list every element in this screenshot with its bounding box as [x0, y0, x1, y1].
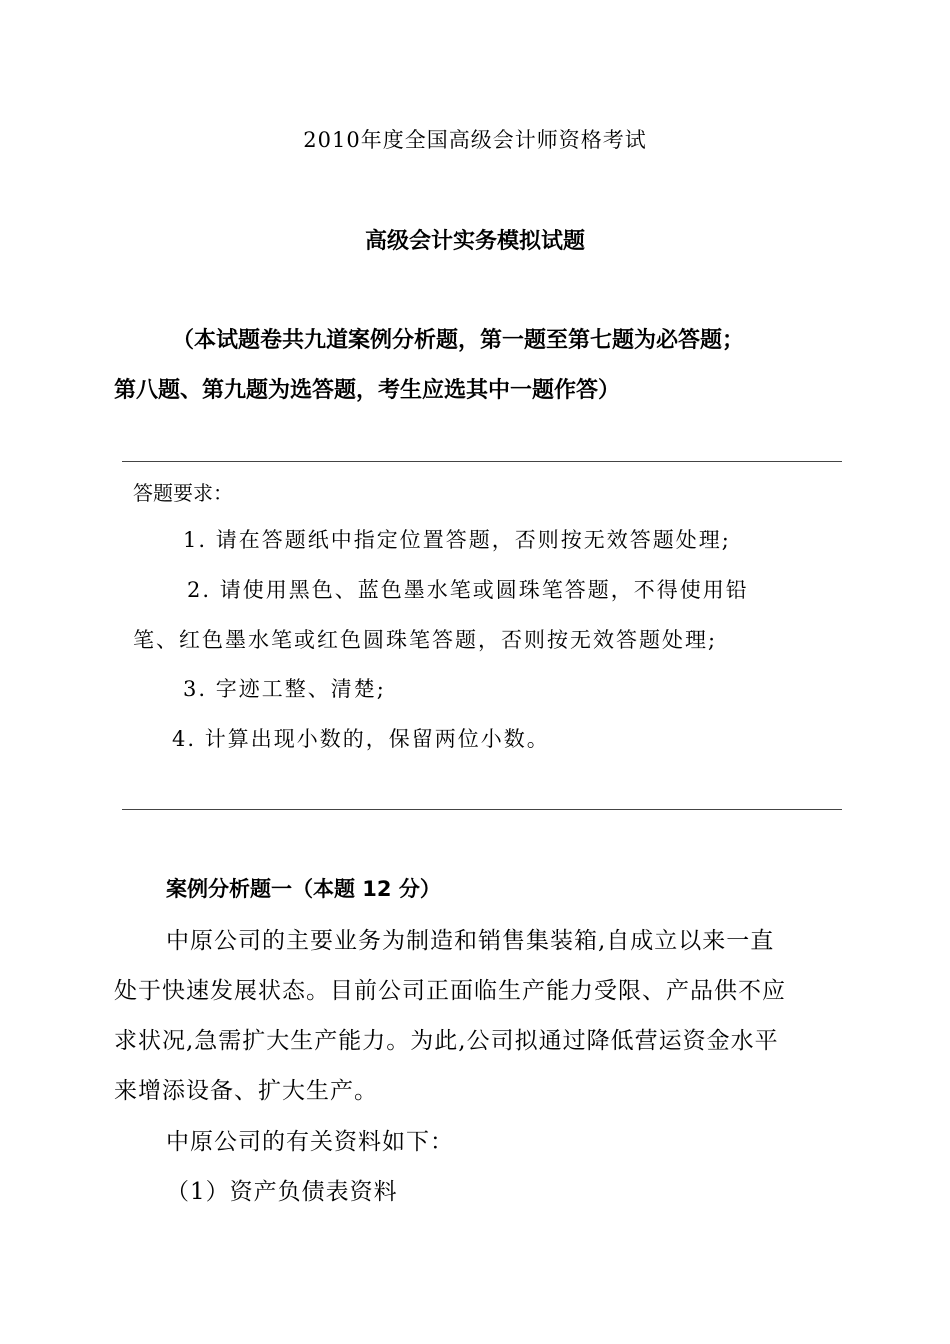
exam-note-line-1: （本试题卷共九道案例分析题，第一题至第七题为必答题；	[172, 328, 745, 353]
top-divider	[122, 461, 842, 462]
exam-title: 2010年度全国高级会计师资格考试	[303, 128, 647, 152]
case-1-paragraph-1-line-4: 来增添设备、扩大生产。	[114, 1078, 378, 1104]
requirement-item-2-line-2: 笔、红色墨水笔或红色圆珠笔答题，否则按无效答题处理;	[133, 628, 718, 652]
exam-note-line-2: 第八题、第九题为选答题，考生应选其中一题作答）	[114, 378, 621, 403]
requirement-item-2-line-1: 2. 请使用黑色、蓝色墨水笔或圆珠笔答题，不得使用铅	[187, 578, 749, 602]
document-title: 高级会计实务模拟试题	[364, 229, 585, 254]
requirement-item-1: 1. 请在答题纸中指定位置答题，否则按无效答题处理;	[183, 528, 731, 552]
case-1-paragraph-1-line-2: 处于快速发展状态。目前公司正面临生产能力受限、产品供不应	[114, 978, 786, 1004]
bottom-divider	[122, 809, 842, 810]
requirement-item-4: 4. 计算出现小数的，保留两位小数。	[172, 727, 550, 751]
case-1-paragraph-2: 中原公司的有关资料如下：	[166, 1129, 454, 1155]
requirements-heading: 答题要求：	[133, 481, 233, 505]
case-1-item-1: （1）资产负债表资料	[166, 1179, 398, 1205]
requirement-item-3: 3. 字迹工整、清楚;	[183, 677, 386, 701]
case-1-paragraph-1-line-3: 求状况,急需扩大生产能力。为此,公司拟通过降低营运资金水平	[114, 1028, 779, 1054]
case-1-heading: 案例分析题一（本题 12 分）	[166, 877, 441, 901]
case-1-paragraph-1-line-1: 中原公司的主要业务为制造和销售集装箱,自成立以来一直	[166, 928, 775, 954]
